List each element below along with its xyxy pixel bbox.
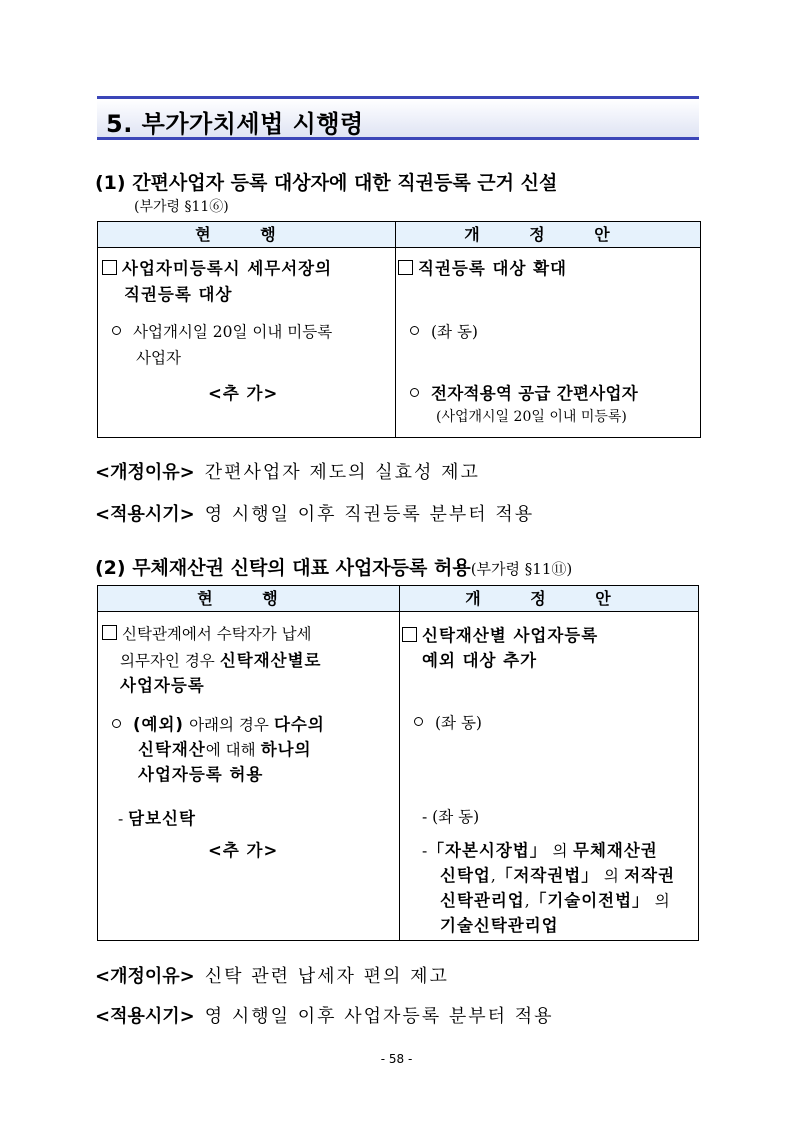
- item2-current-circle-line1-plain: 아래의 경우: [189, 716, 269, 734]
- item2-effective: [95, 1002, 554, 1028]
- item1-current-box-line2: 직권등록 대상: [124, 285, 233, 304]
- item2-reason-text: 신탁 관련 납세자 편의 제고: [204, 966, 449, 987]
- item2-proposed-copyright-act: 「저작권법」: [495, 866, 599, 885]
- item2-current-circle-line3: 사업자등록 허용: [138, 765, 264, 784]
- item2-proposed-box-line2: 예외 대상 추가: [422, 651, 538, 670]
- item2-proposed-intangible-property: 무체재산권: [573, 841, 658, 860]
- checkbox-square-icon: [398, 260, 413, 275]
- item1-header-current: 현 행: [98, 222, 396, 248]
- item1-heading: (1) 간편사업자 등록 대상자에 대한 직권등록 근거 신설: [95, 172, 558, 194]
- item1-effective-text: 영 시행일 이후 직권등록 분부터 적용: [204, 504, 535, 525]
- item1-comparison-table: [97, 221, 701, 438]
- item1-effective-label: <적용시기>: [95, 504, 195, 525]
- item1-reason-text: 간편사업자 제도의 실효성 제고: [204, 462, 480, 483]
- item2-proposed-of1: 의: [552, 842, 568, 860]
- section-header: [97, 96, 699, 140]
- item2-proposed-of3: 의: [654, 892, 670, 910]
- item1-reason: [95, 458, 480, 484]
- checkbox-square-icon: [102, 260, 117, 275]
- item1-basis: (부가령 §11⑥): [134, 199, 229, 215]
- item2-current-circle-line1-bold: 다수의: [273, 715, 325, 734]
- item1-proposed-circle1: (좌 동): [431, 323, 478, 341]
- item2-current-circle-line2-bold1: 신탁재산: [138, 740, 206, 759]
- item2-reason: [95, 962, 449, 988]
- item2-reason-label: <개정이유>: [95, 966, 195, 987]
- item2-proposed-copyright: 저작권: [624, 866, 676, 885]
- item1-current-added: <추 가>: [208, 384, 279, 403]
- item1-reason-label: <개정이유>: [95, 462, 195, 483]
- page-number: - 58 -: [380, 1052, 413, 1066]
- item2-proposed-box-line1: 신탁재산별 사업자등록: [422, 626, 599, 645]
- checkbox-square-icon: [102, 625, 117, 640]
- item1-current-circle-line2: 사업자: [136, 349, 181, 367]
- item2-proposed-dash1: (좌 동): [432, 808, 480, 826]
- bullet-circle-icon: [414, 717, 423, 726]
- item2-effective-label: <적용시기>: [95, 1006, 195, 1027]
- item1-current-circle-line1: 사업개시일 20일 이내 미등록: [133, 323, 333, 341]
- item2-proposed-technology-transfer-act: 「기술이전법」: [529, 891, 650, 910]
- item2-proposed-capital-markets-act: 「자본시장법」: [427, 841, 548, 860]
- item2-current-box-line1: 신탁관계에서 수탁자가 납세: [122, 625, 312, 643]
- item2-proposed-trust-business: 신탁업: [440, 866, 491, 885]
- item2-header-current: 현 행: [98, 586, 400, 612]
- item2-heading-text: (2) 무체재산권 신탁의 대표 사업자등록 허용: [95, 557, 471, 579]
- item2-current-box-line2-bold: 신탁재산별로: [219, 651, 322, 670]
- item2-current-circle-line2-plain: 에 대해: [205, 741, 256, 759]
- item2-current-box-line3: 사업자등록: [120, 676, 205, 695]
- item1-current-box-line1: 사업자미등록시 세무서장의: [122, 259, 333, 278]
- item2-current-box-line2-plain: 의무자인 경우: [120, 652, 215, 670]
- item1-proposed-circle2: 전자적용역 공급 간편사업자: [431, 384, 638, 403]
- item2-current-added: <추 가>: [208, 841, 279, 860]
- item2-heading: [95, 553, 572, 580]
- item2-basis: (부가령 §11⑪): [470, 560, 573, 578]
- item2-effective-text: 영 시행일 이후 사업자등록 분부터 적용: [204, 1006, 554, 1027]
- item2-proposed-tech-trust-management: 기술신탁관리업: [440, 916, 559, 935]
- item1-header-proposed: 개 정 안: [396, 222, 701, 248]
- item2-current-circle-line2-bold2: 하나의: [260, 740, 312, 759]
- item1-proposed-circle2-sub: (사업개시일 20일 이내 미등록): [436, 409, 627, 425]
- item2-current-exception: (예외): [133, 715, 184, 734]
- bullet-circle-icon: [410, 388, 419, 397]
- item2-proposed-circle1: (좌 동): [435, 714, 482, 732]
- item2-comparison-table: 현 행 개 정 안 신탁관계에서 수탁자가 납세 의무자인 경우 신탁재산별로 사업자등록 (예외) 아래의 경우 다수의 신탁재산에 대해 하나의 사업자등록 허용 - 담보신탁 <추 가> 신탁재산별 사업자등록 예외 대상 추가 (좌 동) - (좌 동) -「자본시장법」 의 무체재산권 신탁업,「저작권법」 의 저작권 신탁관리업,「기술이전법」 의 기술신탁관리업: [97, 585, 699, 941]
- item2-header-proposed: 개 정 안: [400, 586, 699, 612]
- item1-effective: [95, 500, 534, 526]
- bullet-circle-icon: [112, 719, 121, 728]
- item1-proposed-box-line1: 직권등록 대상 확대: [418, 259, 568, 278]
- item2-proposed-of2: 의: [603, 867, 620, 885]
- item2-current-dash: 담보신탁: [128, 809, 196, 828]
- bullet-circle-icon: [112, 326, 121, 335]
- bullet-circle-icon: [410, 326, 419, 335]
- item2-proposed-trust-management: 신탁관리업: [440, 891, 525, 910]
- section-title: 5. 부가가치세법 시행령: [106, 110, 364, 138]
- checkbox-square-icon: [402, 627, 417, 642]
